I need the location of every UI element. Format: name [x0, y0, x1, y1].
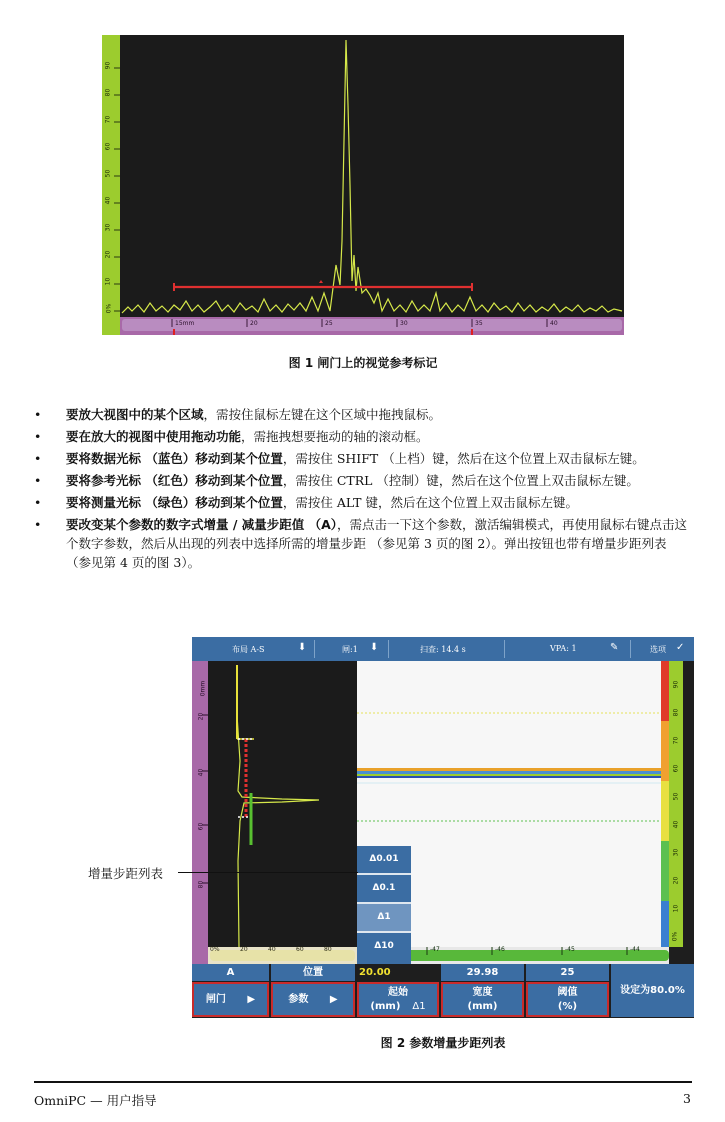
y-tick: 40: [672, 820, 680, 829]
footer-rule: [34, 1081, 692, 1083]
bullet-dot: •: [34, 429, 42, 444]
y-tick: 40: [104, 196, 112, 205]
y-tick: 0mm: [199, 680, 207, 697]
y-tick: 30: [672, 848, 680, 857]
y-tick: 20: [672, 876, 680, 885]
x-tick: -45: [565, 946, 575, 953]
width-value[interactable]: 29.98: [441, 964, 524, 981]
bullet-bold: 要将参考光标 （红色）移动到某个位置: [66, 473, 283, 488]
bullet-bold: 要改变某个参数的数字式增量 / 减量步距值 （A）: [66, 517, 338, 532]
callout-line: [178, 872, 358, 873]
y-tick: 60: [197, 822, 205, 831]
list-item: [34, 471, 694, 490]
x-tick: -44: [630, 946, 640, 953]
increment-option[interactable]: Δ0.1: [357, 875, 411, 904]
y-tick: 80: [197, 880, 205, 889]
x-tick: -47: [430, 946, 440, 953]
threshold-value[interactable]: 25: [526, 964, 609, 981]
gate-selector[interactable]: 闸:1: [342, 645, 358, 654]
y-tick: 30: [104, 223, 112, 232]
toolbar-separator: [504, 640, 505, 658]
instruction-list: [34, 405, 694, 575]
y-tick: 60: [104, 142, 112, 151]
bullet-text: ，需按住 SHIFT （上档）键，然后在这个位置上双击鼠标左键。: [282, 451, 645, 466]
x-tick: 25: [325, 320, 333, 327]
page-number: 3: [683, 1091, 691, 1106]
y-tick: 10: [104, 277, 112, 286]
start-value[interactable]: 20.00: [357, 964, 439, 981]
y-tick: 0%: [671, 931, 679, 942]
y-tick: 90: [672, 680, 680, 689]
parameter-button[interactable]: [271, 982, 355, 1017]
x-tick: -46: [495, 946, 505, 953]
figure1-ascan: [102, 35, 624, 335]
list-item: [34, 449, 694, 468]
position-label: 位置: [271, 964, 355, 981]
bullet-dot: •: [34, 473, 42, 488]
y-tick: 10: [672, 904, 680, 913]
y-tick: 60: [672, 764, 680, 773]
options-menu[interactable]: 选项: [650, 645, 666, 654]
threshold-field[interactable]: [526, 982, 609, 1017]
y-tick: 20: [104, 250, 112, 259]
bullet-bold: 要将测量光标 （绿色）移动到某个位置: [66, 495, 283, 510]
bullet-text: ，需按住鼠标左键在这个区域中拖拽鼠标。: [203, 407, 442, 422]
bullet-text: ，需按住 CTRL （控制）键，然后在这个位置上双击鼠标左键。: [282, 473, 639, 488]
play-arrow-icon: ▶: [329, 994, 338, 1005]
gate-button-label: 闸门: [205, 994, 226, 1005]
y-tick: 0%: [105, 303, 113, 314]
pencil-icon[interactable]: ✎: [610, 642, 619, 653]
set-to-button[interactable]: 设定为80.0%: [611, 964, 694, 1017]
bullet-dot: •: [34, 517, 42, 532]
parameter-button-label: 参数: [288, 994, 309, 1005]
threshold-unit: (%): [557, 1001, 578, 1012]
y-tick: 80: [672, 708, 680, 717]
x-tick: 15mm: [175, 320, 195, 327]
vpa-indicator: VPA: 1: [550, 644, 577, 653]
bullet-bold: 要将数据光标 （蓝色）移动到某个位置: [66, 451, 283, 466]
x-tick: 80: [324, 946, 332, 953]
y-tick: 20: [197, 712, 205, 721]
y-tick: 90: [104, 61, 112, 70]
ascan-plot: [102, 35, 624, 335]
bullet-dot: •: [34, 451, 42, 466]
bullet-dot: •: [34, 495, 42, 510]
y-tick: 50: [104, 169, 112, 178]
gate-button[interactable]: [192, 982, 269, 1017]
bullet-text: ，需点击一下这个参数，激活编辑模式，再使用鼠标右键点击这个数字参数，然后从出现的列表中选择所需的增量步距 （参见第 3 页的图 2）。弹出按钮也带有增量步距列表 （参见第 4 页的图 3）。: [66, 517, 688, 570]
gate-arrow-icon[interactable]: ⬇: [370, 642, 379, 653]
ascan-left-panel: [192, 661, 357, 964]
figure1-caption: 图 1 闸门上的视觉参考标记: [288, 356, 438, 370]
x-tick: 0%: [210, 946, 220, 953]
bullet-dot: •: [34, 407, 42, 422]
list-item: [34, 427, 694, 446]
bullet-bold: 要放大视图中的某个区域: [66, 407, 204, 422]
list-item: [34, 405, 694, 424]
bullet-bold: 要在放大的视图中使用拖动功能: [66, 429, 242, 444]
check-icon[interactable]: ✓: [676, 642, 685, 653]
y-tick: 50: [672, 792, 680, 801]
width-field[interactable]: [441, 982, 524, 1017]
bullet-text: ，需拖拽想要拖动的轴的滚动框。: [241, 429, 429, 444]
x-tick: 40: [268, 946, 276, 953]
start-label: 起始: [388, 987, 408, 998]
figure2-caption: 图 2 参数增量步距列表: [380, 1036, 506, 1050]
y-tick: 40: [197, 768, 205, 777]
x-tick: 35: [475, 320, 483, 327]
toolbar-separator: [314, 640, 315, 658]
width-unit: (mm): [467, 1001, 498, 1012]
x-tick: 30: [400, 320, 408, 327]
width-label: 宽度: [472, 987, 493, 998]
footer-title: OmniPC — 用户指导: [34, 1093, 157, 1108]
callout-label: 增量步距列表: [88, 866, 164, 881]
increment-option[interactable]: Δ0.01: [357, 846, 411, 875]
x-tick: 60: [296, 946, 304, 953]
threshold-label: 阈值: [557, 987, 578, 998]
start-unit: (mm): [370, 1001, 401, 1012]
x-tick: 20: [250, 320, 258, 327]
increment-option[interactable]: Δ10: [374, 941, 394, 951]
layout-arrow-icon[interactable]: ⬇: [298, 642, 307, 653]
list-item: [34, 515, 694, 572]
y-tick: 70: [672, 736, 680, 745]
scan-time: 扫查: 14.4 s: [420, 645, 466, 654]
figure2-screenshot: [192, 637, 694, 1018]
play-arrow-icon: ▶: [247, 994, 256, 1005]
y-tick: 70: [104, 115, 112, 124]
bullet-text: ，需按住 ALT 键，然后在这个位置上双击鼠标左键。: [282, 495, 578, 510]
x-tick: 40: [550, 320, 558, 327]
delta-indicator: Δ1: [412, 1001, 426, 1012]
list-item: [34, 493, 694, 512]
layout-selector[interactable]: 布局 A-S: [232, 645, 265, 654]
toolbar-separator: [388, 640, 389, 658]
gate-a-label: A: [192, 964, 269, 981]
increment-list: [357, 846, 411, 964]
start-field[interactable]: [357, 982, 439, 1017]
increment-option-selected[interactable]: Δ1: [357, 904, 411, 933]
toolbar-separator: [630, 640, 631, 658]
x-tick: 20: [240, 946, 248, 953]
y-tick: 80: [104, 88, 112, 97]
